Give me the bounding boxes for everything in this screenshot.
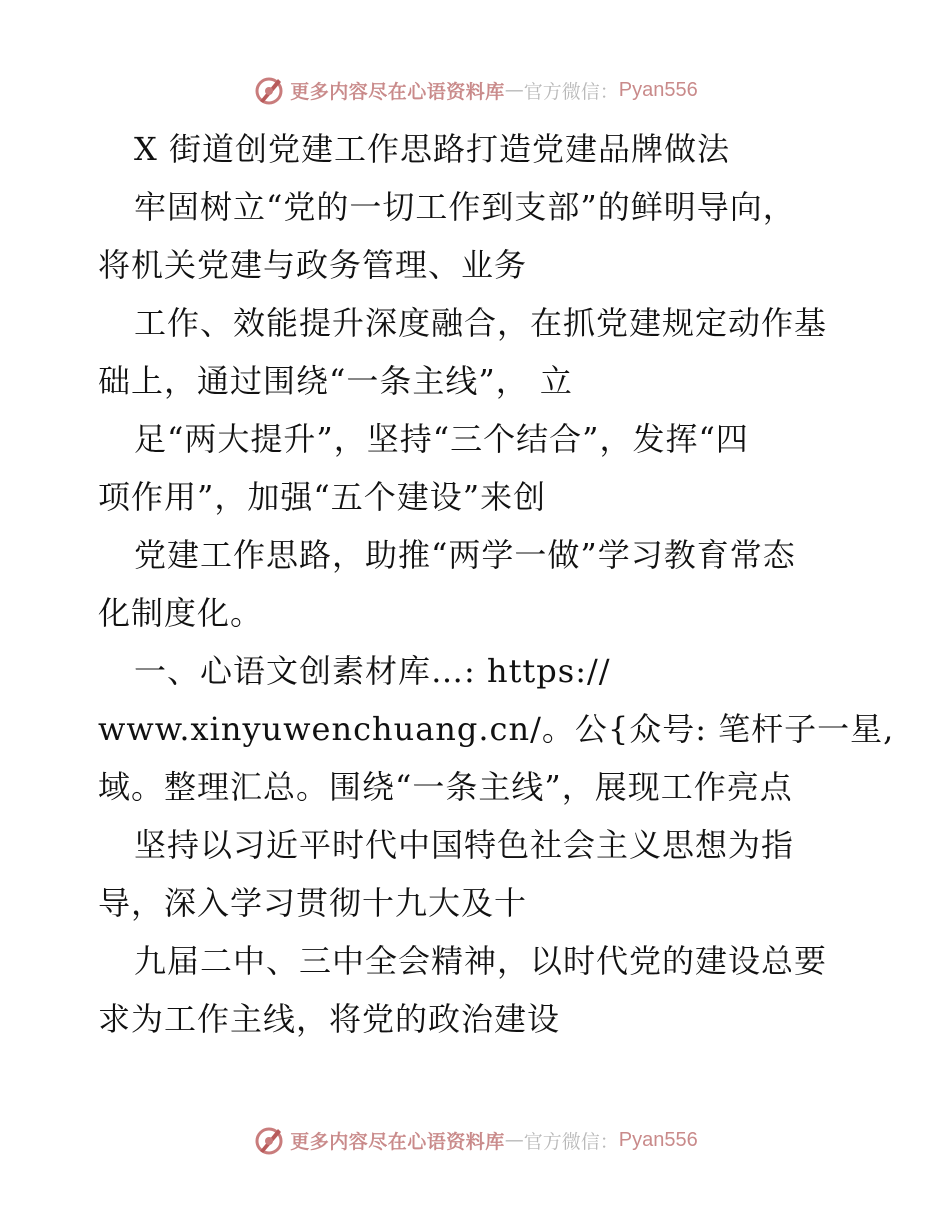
doc-line: 础上，通过围绕“一条主线”， 立 bbox=[98, 362, 573, 400]
footer-watermark bbox=[0, 1120, 950, 1160]
doc-line: 足“两大提升”，坚持“三个结合”，发挥“四 bbox=[134, 420, 749, 458]
quill-pen-icon bbox=[252, 1123, 286, 1157]
doc-line: 坚持以习近平时代中国特色社会主义思想为指 bbox=[134, 826, 795, 864]
header-watermark bbox=[0, 70, 950, 110]
doc-line: 工作、效能提升深度融合，在抓党建规定动作基 bbox=[134, 304, 828, 342]
watermark-brand-text: 更多内容尽在心语资料库 bbox=[290, 80, 505, 103]
watermark-label: 官方微信： bbox=[523, 1130, 619, 1153]
watermark-account: Pyan556 bbox=[618, 1128, 698, 1151]
doc-line: X 街道创党建工作思路打造党建品牌做法 bbox=[134, 130, 730, 168]
watermark-label: 官方微信： bbox=[523, 80, 619, 103]
document-body bbox=[98, 120, 895, 1048]
watermark-separator: — bbox=[504, 79, 524, 101]
doc-line: 求为工作主线，将党的政治建设 bbox=[98, 1000, 561, 1038]
doc-line: 域。整理汇总。围绕“一条主线”，展现工作亮点 bbox=[98, 768, 793, 806]
doc-line: 化制度化。 bbox=[98, 594, 264, 632]
doc-line: 将机关党建与政务管理、业务 bbox=[98, 246, 528, 284]
watermark-account: Pyan556 bbox=[618, 78, 698, 101]
doc-line: 一、心语文创素材库…: https:// bbox=[134, 652, 611, 690]
doc-line: 党建工作思路，助推“两学一做”学习教育常态 bbox=[134, 536, 796, 574]
quill-pen-icon bbox=[252, 73, 286, 107]
watermark-brand-text: 更多内容尽在心语资料库 bbox=[290, 1130, 505, 1153]
doc-line: 牢固树立“党的一切工作到支部”的鲜明导向， bbox=[134, 188, 796, 226]
watermark-separator: — bbox=[504, 1129, 524, 1151]
doc-line: 项作用”，加强“五个建设”来创 bbox=[98, 478, 547, 516]
doc-line: www.xinyuwenchuang.cn/。公{众号: 笔杆子一星, bbox=[98, 710, 895, 748]
doc-line: 九届二中、三中全会精神，以时代党的建设总要 bbox=[134, 942, 828, 980]
doc-line: 导，深入学习贯彻十九大及十 bbox=[98, 884, 528, 922]
